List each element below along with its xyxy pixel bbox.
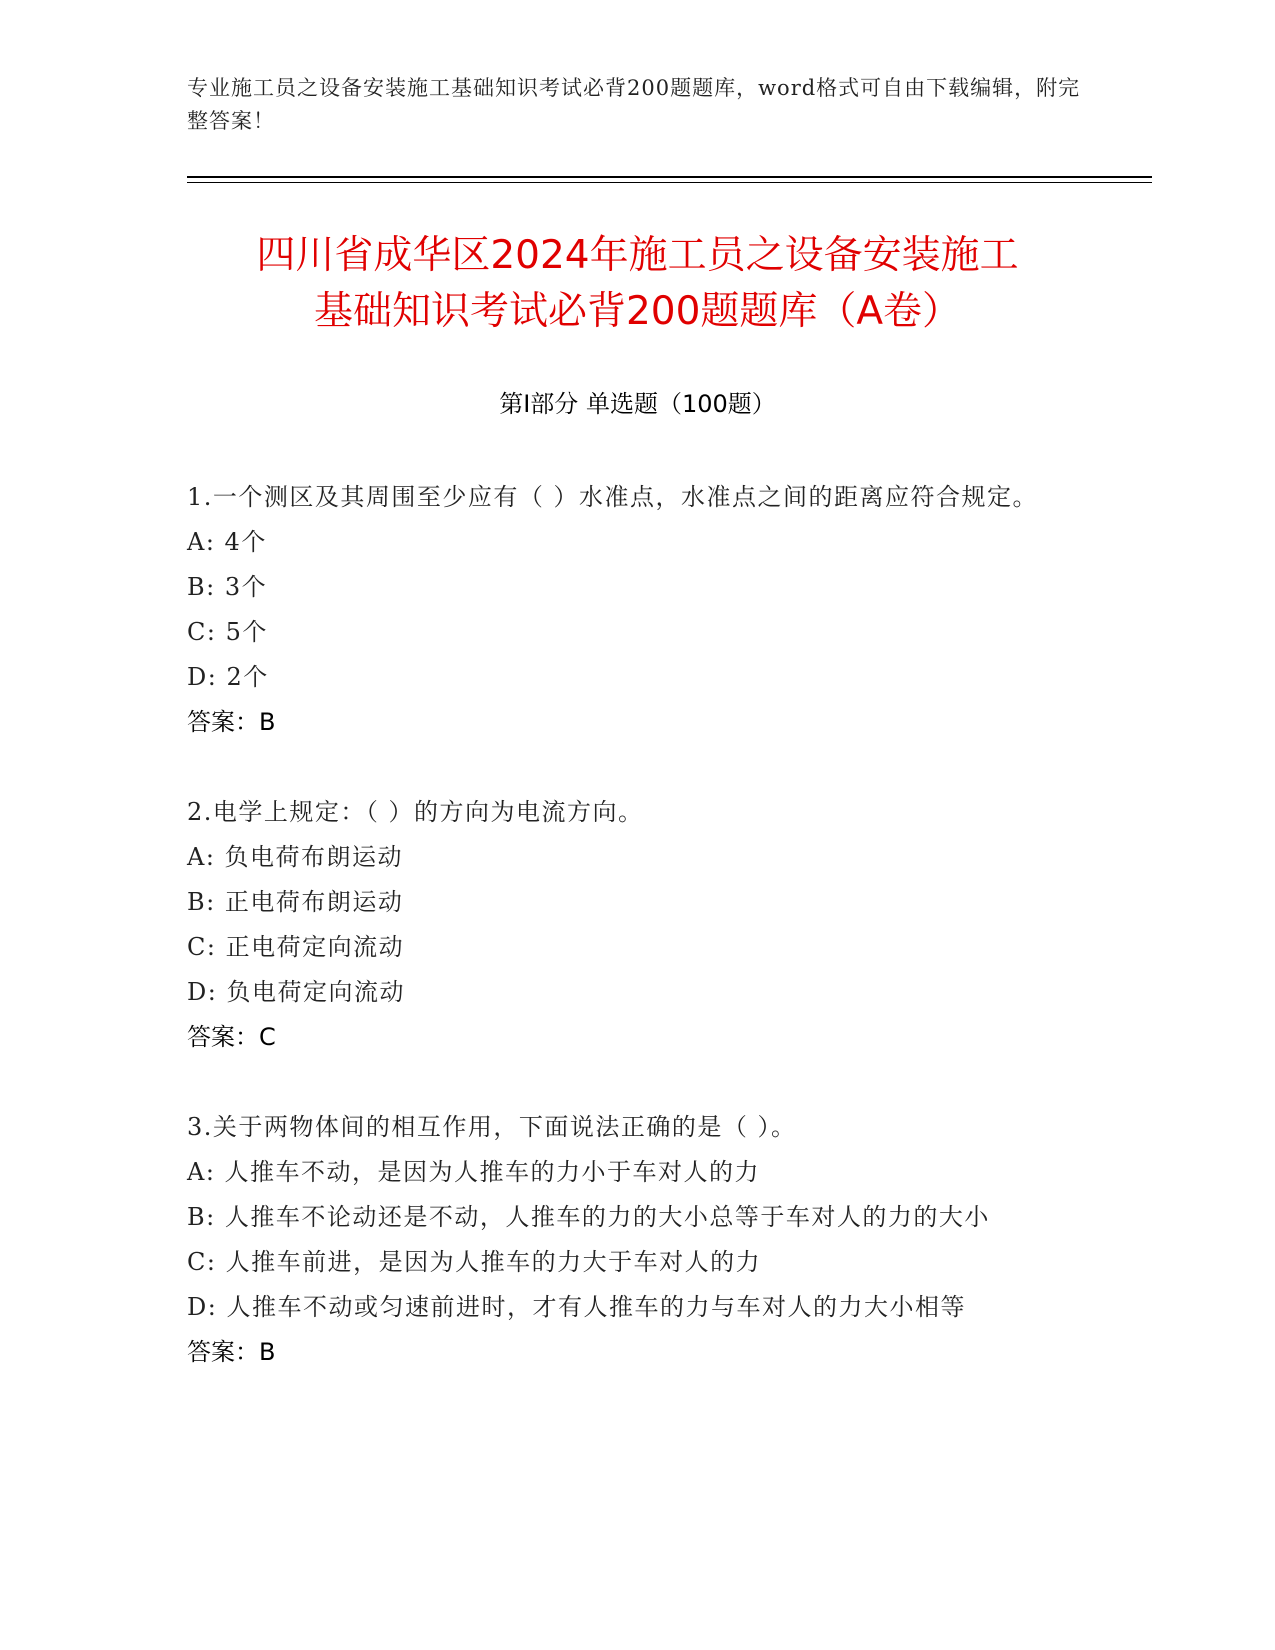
section-title: 第Ⅰ部分 单选题（100题） — [499, 390, 776, 418]
document-title — [150, 228, 1125, 340]
answer: 答案：B — [187, 708, 276, 736]
option-d: D: 人推车不动或匀速前进时，才有人推车的力与车对人的力大小相等 — [187, 1293, 966, 1321]
question-stem: 1.一个测区及其周围至少应有（ ）水准点，水准点之间的距离应符合规定。 — [187, 483, 1039, 511]
option-d: D: 负电荷定向流动 — [187, 978, 405, 1006]
option-b: B: 人推车不论动还是不动，人推车的力的大小总等于车对人的力的大小 — [187, 1203, 990, 1231]
option-a: A: 负电荷布朗运动 — [187, 843, 404, 871]
document-title-line-1: 四川省成华区2024年施工员之设备安装施工 — [256, 233, 1019, 278]
header-divider-thick — [187, 176, 1152, 178]
option-b: B: 3个 — [187, 573, 268, 601]
answer: 答案：B — [187, 1338, 276, 1366]
option-d: D: 2个 — [187, 663, 269, 691]
option-c: C: 人推车前进，是因为人推车的力大于车对人的力 — [187, 1248, 762, 1276]
answer: 答案：C — [187, 1023, 276, 1051]
question-3 — [187, 1105, 1082, 1375]
question-list — [187, 475, 1082, 1420]
header-note: 专业施工员之设备安装施工基础知识考试必背200题题库，word格式可自由下载编辑，附完整答案！ — [187, 76, 1081, 133]
option-a: A: 4个 — [187, 528, 267, 556]
option-c: C: 正电荷定向流动 — [187, 933, 405, 961]
option-b: B: 正电荷布朗运动 — [187, 888, 404, 916]
option-a: A: 人推车不动，是因为人推车的力小于车对人的力 — [187, 1158, 761, 1186]
option-c: C: 5个 — [187, 618, 268, 646]
header-divider-thin — [187, 182, 1152, 183]
question-1 — [187, 475, 1082, 745]
question-stem: 3.关于两物体间的相互作用，下面说法正确的是（ ）。 — [187, 1113, 797, 1141]
question-2 — [187, 790, 1082, 1060]
document-title-line-2: 基础知识考试必背200题题库（A卷） — [313, 289, 962, 334]
question-stem: 2.电学上规定：（ ）的方向为电流方向。 — [187, 798, 644, 826]
